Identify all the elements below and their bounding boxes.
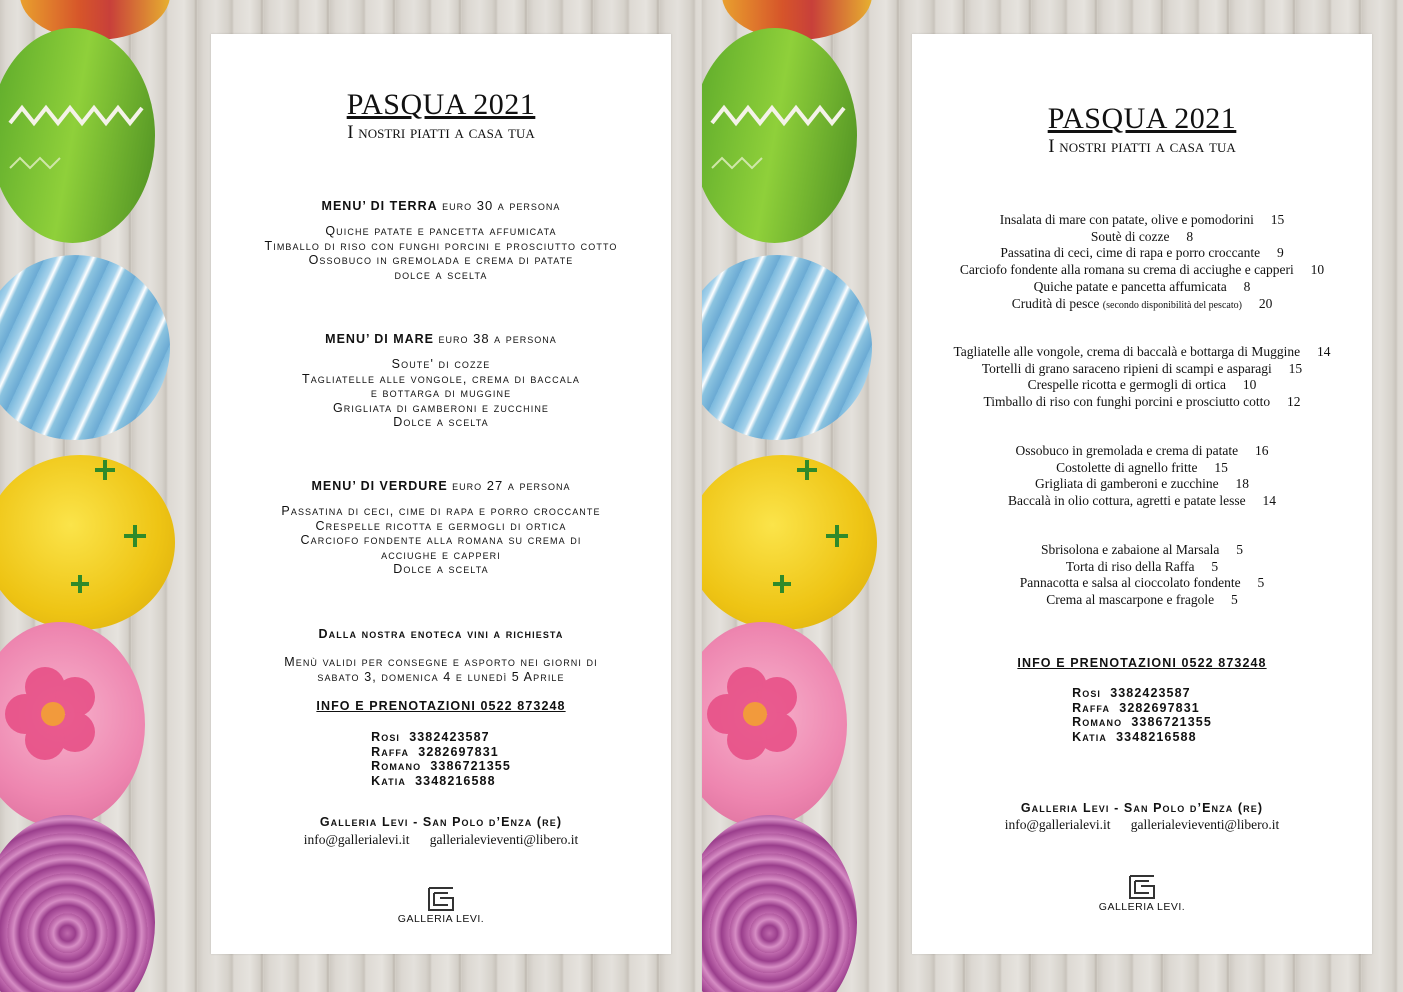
dish-row: Crespelle ricotta e germogli di ortica 10 bbox=[1027, 377, 1257, 393]
contact-row: Raffa 3282697831 bbox=[1072, 700, 1200, 715]
purple-egg bbox=[702, 815, 857, 992]
green-egg bbox=[702, 28, 857, 243]
email-link[interactable]: gallerialevieventi@libero.it bbox=[429, 832, 579, 847]
purple-egg bbox=[0, 815, 155, 992]
contact-row: Katia 3348216588 bbox=[1072, 729, 1197, 744]
contact-row: Romano 3386721355 bbox=[1072, 715, 1212, 729]
menu-card bbox=[211, 34, 671, 954]
contact-row: Katia 3348216588 bbox=[371, 773, 496, 788]
dish-row: Timballo di riso con funghi porcini e prosciutto cotto 12 bbox=[983, 394, 1301, 410]
validity-note bbox=[211, 655, 671, 684]
logo-text: GALLERIA LEVI. bbox=[397, 913, 485, 925]
pink-flower bbox=[0, 622, 145, 827]
zigzag-pattern bbox=[0, 28, 155, 243]
dish-row: Passatina di ceci, cime di rapa e porro croccante 9 bbox=[1000, 245, 1284, 261]
dish-row: Quiche patate e pancetta affumicata 8 bbox=[1033, 278, 1251, 294]
contact-row: Romano 3386721355 bbox=[371, 759, 511, 773]
dish-group-secondi bbox=[912, 443, 1372, 510]
dish-group-antipasti bbox=[912, 212, 1372, 314]
easter-eggs-decoration bbox=[0, 0, 190, 992]
page-subtitle: I nostri piatti a casa tua bbox=[1048, 136, 1236, 157]
dish-group-primi bbox=[912, 344, 1372, 411]
menu-item: Timballo di riso con funghi porcini e prosciutto cotto bbox=[264, 238, 618, 253]
contacts bbox=[912, 686, 1372, 744]
menu-verdure bbox=[211, 478, 671, 577]
contact-row: Rosi 3382423587 bbox=[1072, 686, 1191, 700]
contact-row: Raffa 3282697831 bbox=[371, 744, 499, 759]
contacts bbox=[211, 730, 671, 788]
logo-icon bbox=[426, 886, 456, 912]
emails bbox=[912, 817, 1372, 834]
menu-name: MENU’ DI VERDURE bbox=[311, 479, 448, 493]
left-flyer bbox=[0, 0, 701, 992]
blue-egg bbox=[702, 255, 872, 440]
zigzag-pattern bbox=[702, 28, 857, 243]
dish-row: Carciofo fondente alla romana su crema di acciughe e capperi 10 bbox=[959, 262, 1325, 278]
flower-pattern bbox=[702, 455, 877, 630]
page-title: PASQUA 2021 bbox=[346, 88, 536, 121]
dish-row: Pannacotta e salsa al cioccolato fondente 5 bbox=[1019, 575, 1265, 591]
info-heading: INFO E PRENOTAZIONI 0522 873248 bbox=[316, 699, 566, 713]
menu-item: Passatina di ceci, cime di rapa e porro croccante bbox=[281, 504, 601, 518]
validity-line: Menù validi per consegne e asporto nei giorni di bbox=[284, 655, 598, 669]
easter-eggs-decoration bbox=[702, 0, 892, 992]
dish-row: Grigliata di gamberoni e zucchine 18 bbox=[1034, 476, 1250, 492]
dish-row: Insalata di mare con patate, olive e pomodorini 15 bbox=[999, 212, 1285, 227]
contact-row: Rosi 3382423587 bbox=[371, 730, 490, 744]
galleria-levi-logo bbox=[912, 874, 1372, 913]
menu-item: Crespelle ricotta e germogli di ortica bbox=[315, 518, 567, 533]
logo-icon bbox=[1127, 874, 1157, 900]
pink-egg bbox=[702, 622, 847, 827]
menu-name: MENU’ DI TERRA bbox=[321, 199, 438, 213]
email-link[interactable]: info@gallerialevi.it bbox=[303, 832, 410, 847]
menu-item: Dolce a scelta bbox=[393, 562, 489, 576]
green-egg bbox=[0, 28, 155, 243]
menu-item: Grigliata di gamberoni e zucchine bbox=[332, 400, 550, 415]
menu-item: Carciofo fondente alla romana su crema di bbox=[300, 533, 582, 547]
email-link[interactable]: info@gallerialevi.it bbox=[1004, 817, 1111, 832]
blue-egg bbox=[0, 255, 170, 440]
dish-row: Crema al mascarpone e fragole 5 bbox=[1046, 592, 1238, 608]
right-flyer bbox=[702, 0, 1403, 992]
menu-item: dolce a scelta bbox=[394, 267, 488, 282]
menu-terra bbox=[211, 198, 671, 282]
menu-price: euro 30 a persona bbox=[442, 198, 561, 213]
emails bbox=[211, 832, 671, 849]
yellow-egg bbox=[0, 455, 175, 630]
dish-row: Costolette di agnello fritte 15 bbox=[1056, 459, 1228, 475]
dish-row: Torta di riso della Raffa 5 bbox=[1065, 558, 1219, 574]
dish-row: Baccalà in olio cottura, agretti e patate lesse 14 bbox=[1007, 493, 1277, 509]
venue-name: Galleria Levi - San Polo d’Enza (re) bbox=[319, 815, 563, 829]
menu-mare bbox=[211, 331, 671, 430]
dish-row: Crudità di pesce (secondo disponibilità del pescato) 20 bbox=[1011, 295, 1273, 311]
menu-price: euro 27 a persona bbox=[452, 478, 571, 493]
venue-name: Galleria Levi - San Polo d’Enza (re) bbox=[1020, 801, 1264, 815]
menu-item: Ossobuco in gremolada e crema di patate bbox=[308, 253, 574, 267]
wine-note: Dalla nostra enoteca vini a richiesta bbox=[318, 627, 564, 641]
dish-row: Tagliatelle alle vongole, crema di baccalà e bottarga di Muggine 14 bbox=[953, 344, 1331, 359]
dish-row: Ossobuco in gremolada e crema di patate 16 bbox=[1015, 443, 1269, 458]
pink-flower bbox=[702, 622, 847, 827]
page-subtitle: I nostri piatti a casa tua bbox=[347, 122, 535, 143]
galleria-levi-logo bbox=[211, 886, 671, 925]
email-link[interactable]: gallerialevieventi@libero.it bbox=[1130, 817, 1280, 832]
menu-price: euro 38 a persona bbox=[438, 331, 557, 346]
validity-line: sabato 3, domenica 4 e lunedì 5 Aprile bbox=[317, 669, 565, 684]
dish-group-dolci bbox=[912, 542, 1372, 609]
logo-text: GALLERIA LEVI. bbox=[1098, 901, 1186, 913]
dish-row: Soutè di cozze 8 bbox=[1090, 228, 1194, 244]
menu-item: Tagliatelle alle vongole, crema di baccala bbox=[301, 371, 581, 386]
yellow-egg bbox=[702, 455, 877, 630]
pink-egg bbox=[0, 622, 145, 827]
flower-pattern bbox=[0, 455, 175, 630]
menu-item: e bottarga di muggine bbox=[370, 386, 512, 400]
dish-row: Tortelli di grano saraceno ripieni di scampi e asparagi 15 bbox=[981, 360, 1303, 376]
menu-item: Quiche patate e pancetta affumicata bbox=[325, 224, 557, 238]
info-heading: INFO E PRENOTAZIONI 0522 873248 bbox=[1017, 656, 1267, 670]
menu-item: Soute' di cozze bbox=[391, 357, 491, 371]
menu-item: acciughe e capperi bbox=[381, 547, 501, 562]
menu-name: MENU’ DI MARE bbox=[325, 332, 435, 346]
dish-row: Sbrisolona e zabaione al Marsala 5 bbox=[1040, 542, 1244, 557]
page-title: PASQUA 2021 bbox=[1047, 102, 1237, 135]
menu-card bbox=[912, 34, 1372, 954]
menu-item: Dolce a scelta bbox=[393, 415, 489, 429]
